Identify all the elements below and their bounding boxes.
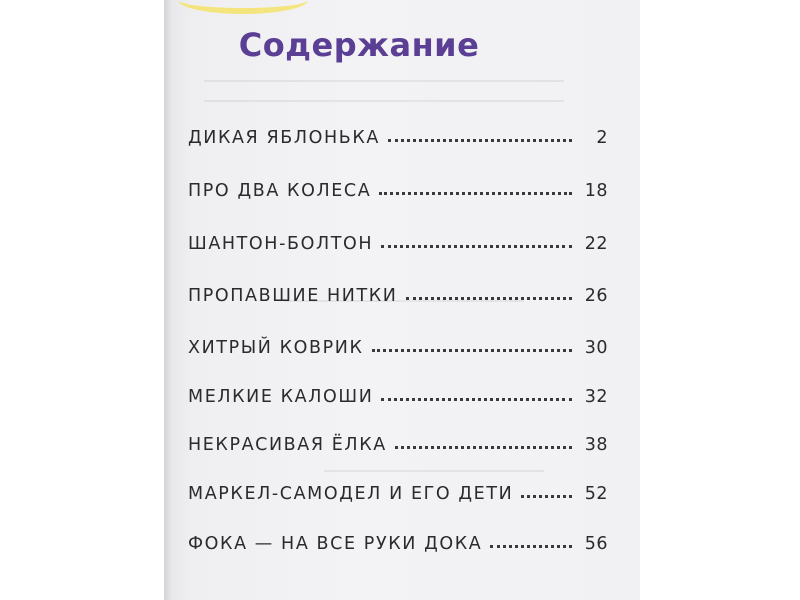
dot-leader — [395, 446, 572, 449]
toc-entry — [188, 328, 608, 358]
toc-entry — [188, 276, 608, 306]
page-binding-shadow — [164, 0, 172, 600]
bleed-through-mark — [204, 80, 564, 82]
toc-entry-page: 30 — [584, 338, 608, 358]
dot-leader — [521, 495, 572, 498]
toc-entry-page: 38 — [584, 435, 608, 455]
dot-leader — [379, 192, 572, 195]
toc-entry-page: 18 — [584, 181, 608, 201]
dot-leader — [372, 349, 573, 352]
toc-entry-title: НЕКРАСИВАЯ ЁЛКА — [188, 435, 387, 455]
yellow-decoration — [178, 0, 308, 14]
toc-entry-title: ШАНТОН-БОЛТОН — [188, 234, 374, 254]
toc-entry-page: 52 — [584, 484, 608, 504]
toc-entry-title: ХИТРЫЙ КОВРИК — [188, 338, 364, 358]
bleed-through-mark — [204, 100, 564, 102]
dot-leader — [381, 398, 572, 401]
dot-leader — [406, 297, 572, 300]
toc-entry — [188, 377, 608, 407]
toc-entry-title: ДИКАЯ ЯБЛОНЬКА — [188, 128, 380, 148]
toc-entry-title: МАРКЕЛ-САМОДЕЛ И ЕГО ДЕТИ — [188, 484, 514, 504]
toc-entry-title: МЕЛКИЕ КАЛОШИ — [188, 387, 374, 407]
toc-entry — [188, 524, 608, 554]
toc-entry-page: 32 — [584, 387, 608, 407]
dot-leader — [490, 545, 572, 548]
toc-entry — [188, 118, 608, 148]
toc-entry — [188, 224, 608, 254]
toc-entry-title: ПРОПАВШИЕ НИТКИ — [188, 286, 398, 306]
page-title: Содержание — [238, 26, 480, 64]
toc-entry-title: ФОКА — НА ВСЕ РУКИ ДОКА — [188, 534, 483, 554]
toc-entry — [188, 171, 608, 201]
toc-entry-title: ПРО ДВА КОЛЕСА — [188, 181, 372, 201]
toc-entry — [188, 425, 608, 455]
bleed-through-mark — [324, 470, 544, 472]
toc-entry-page: 22 — [584, 234, 608, 254]
book-page — [164, 0, 640, 600]
toc-entry-page: 26 — [584, 286, 608, 306]
dot-leader — [388, 139, 572, 142]
dot-leader — [381, 245, 572, 248]
toc-entry-page: 56 — [584, 534, 608, 554]
toc-entry — [188, 474, 608, 504]
toc-entry-page: 2 — [596, 128, 608, 148]
